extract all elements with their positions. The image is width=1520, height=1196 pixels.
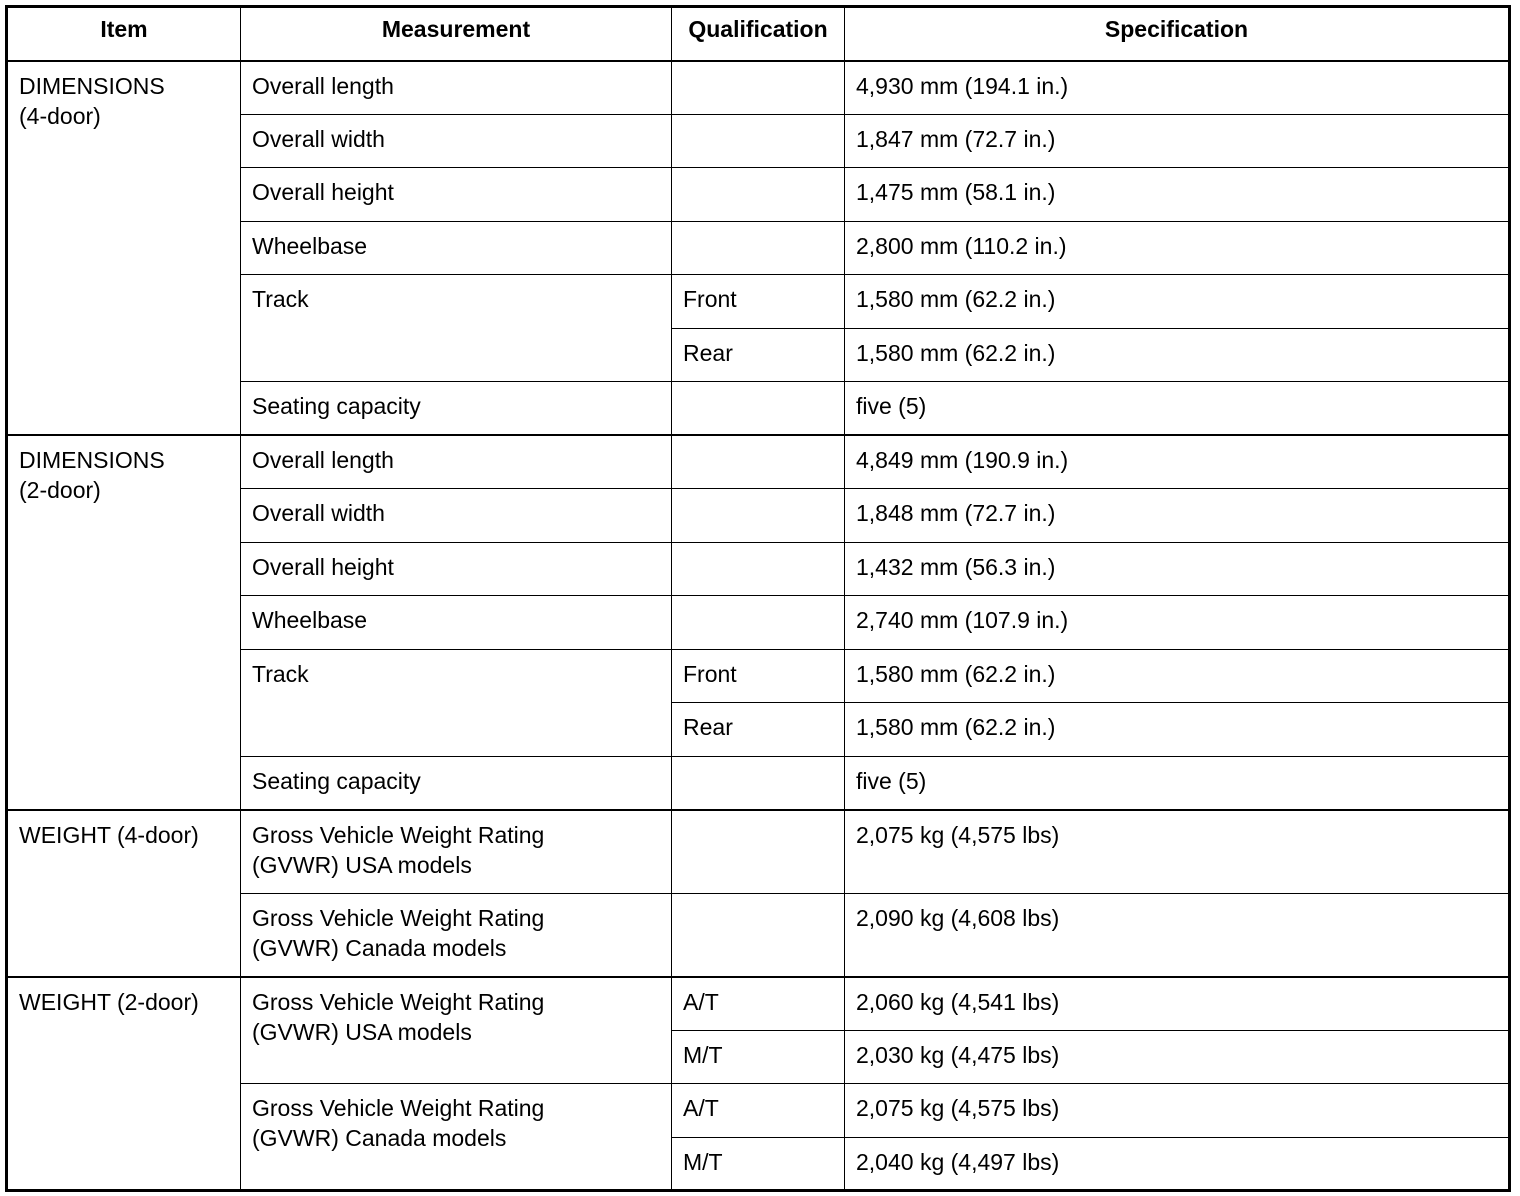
qualification-cell: Front — [672, 275, 845, 329]
header-specification: Specification — [845, 7, 1510, 61]
qualification-cell — [672, 114, 845, 168]
measurement-cell: Overall height — [241, 542, 672, 596]
measurement-cell: Seating capacity — [241, 756, 672, 810]
measurement-cell: Wheelbase — [241, 221, 672, 275]
qualification-cell — [672, 542, 845, 596]
qualification-cell — [672, 435, 845, 489]
qualification-cell: M/T — [672, 1030, 845, 1084]
measurement-cell: Overall length — [241, 435, 672, 489]
measurement-cell: Overall height — [241, 168, 672, 222]
measurement-cell: Gross Vehicle Weight Rating (GVWR) USA models — [241, 977, 672, 1084]
qualification-cell: Front — [672, 649, 845, 703]
specification-cell: 1,580 mm (62.2 in.) — [845, 649, 1510, 703]
qualification-cell — [672, 168, 845, 222]
table-row — [7, 810, 1510, 894]
group-weight-2door: WEIGHT (2-door) — [7, 977, 241, 1191]
qualification-cell — [672, 382, 845, 436]
measurement-cell: Gross Vehicle Weight Rating (GVWR) Canada models — [241, 893, 672, 977]
specification-cell: 2,740 mm (107.9 in.) — [845, 596, 1510, 650]
group-dimensions-2door: DIMENSIONS (2-door) — [7, 435, 241, 810]
header-measurement: Measurement — [241, 7, 672, 61]
qualification-cell — [672, 810, 845, 894]
specification-cell: 1,847 mm (72.7 in.) — [845, 114, 1510, 168]
qualification-cell: Rear — [672, 328, 845, 382]
specification-cell: 2,075 kg (4,575 lbs) — [845, 1084, 1510, 1138]
group-dimensions-4door: DIMENSIONS (4-door) — [7, 61, 241, 436]
table-row — [7, 435, 1510, 489]
table-row — [7, 61, 1510, 115]
specification-cell: 2,030 kg (4,475 lbs) — [845, 1030, 1510, 1084]
specification-cell: 4,849 mm (190.9 in.) — [845, 435, 1510, 489]
group-weight-4door: WEIGHT (4-door) — [7, 810, 241, 977]
specification-cell: 2,800 mm (110.2 in.) — [845, 221, 1510, 275]
specification-cell: 2,090 kg (4,608 lbs) — [845, 893, 1510, 977]
specification-cell: 4,930 mm (194.1 in.) — [845, 61, 1510, 115]
measurement-cell: Overall length — [241, 61, 672, 115]
specification-cell: 2,075 kg (4,575 lbs) — [845, 810, 1510, 894]
specification-cell: five (5) — [845, 756, 1510, 810]
measurement-cell: Track — [241, 649, 672, 756]
specification-cell: 1,475 mm (58.1 in.) — [845, 168, 1510, 222]
measurement-cell: Gross Vehicle Weight Rating (GVWR) USA models — [241, 810, 672, 894]
qualification-cell: A/T — [672, 1084, 845, 1138]
qualification-cell — [672, 596, 845, 650]
qualification-cell — [672, 61, 845, 115]
qualification-cell — [672, 756, 845, 810]
measurement-cell: Wheelbase — [241, 596, 672, 650]
header-qualification: Qualification — [672, 7, 845, 61]
qualification-cell — [672, 221, 845, 275]
measurement-cell: Track — [241, 275, 672, 382]
qualification-cell: M/T — [672, 1137, 845, 1191]
specification-cell: 1,580 mm (62.2 in.) — [845, 703, 1510, 757]
specification-cell: 1,580 mm (62.2 in.) — [845, 275, 1510, 329]
header-row — [7, 7, 1510, 61]
table-row — [7, 977, 1510, 1031]
specification-cell: 1,432 mm (56.3 in.) — [845, 542, 1510, 596]
specification-cell: 1,580 mm (62.2 in.) — [845, 328, 1510, 382]
qualification-cell: A/T — [672, 977, 845, 1031]
specification-cell: five (5) — [845, 382, 1510, 436]
qualification-cell: Rear — [672, 703, 845, 757]
specifications-table — [5, 5, 1511, 1192]
measurement-cell: Overall width — [241, 489, 672, 543]
measurement-cell: Gross Vehicle Weight Rating (GVWR) Canada models — [241, 1084, 672, 1191]
measurement-cell: Overall width — [241, 114, 672, 168]
qualification-cell — [672, 489, 845, 543]
header-item: Item — [7, 7, 241, 61]
qualification-cell — [672, 893, 845, 977]
specification-cell: 2,060 kg (4,541 lbs) — [845, 977, 1510, 1031]
specification-cell: 2,040 kg (4,497 lbs) — [845, 1137, 1510, 1191]
specification-cell: 1,848 mm (72.7 in.) — [845, 489, 1510, 543]
measurement-cell: Seating capacity — [241, 382, 672, 436]
